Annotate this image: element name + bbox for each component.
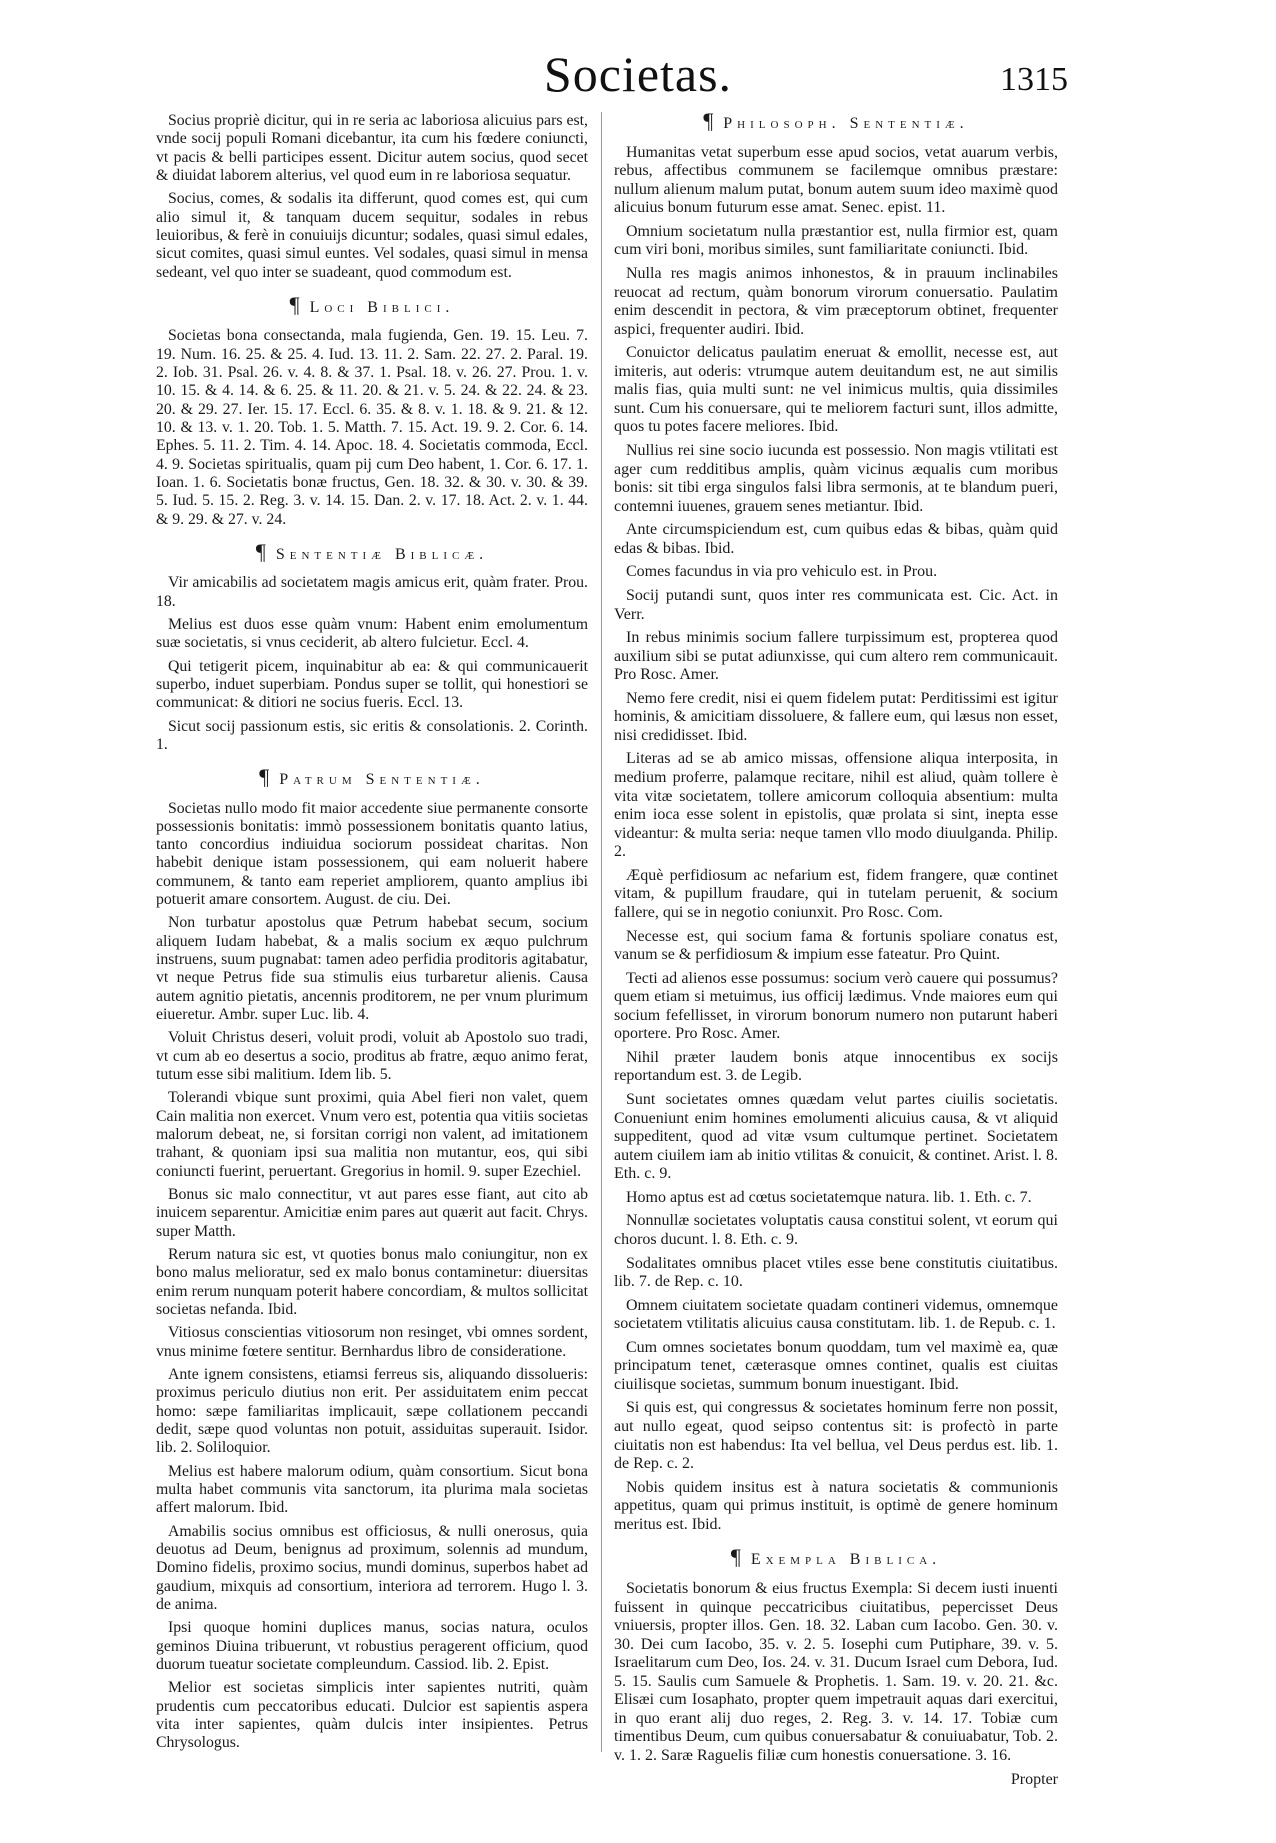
patrum-sententia: Amabilis socius omnibus est officiosus, & nulli onerosus, quia deuotus ad Deum, benignus ad proximum, solennis ad mundum, Domino fidelis, proximo socius, mundi dominus, superbos habet ad gaudium, mixquis ad consortium, interiora ad terrorem. Hugo l. 3. de anima. — [156, 1522, 588, 1613]
philosoph-sententia: Nulla res magis animos inhonestos, & in prauum inclinabiles reuocat ad rectum, quàm bonorum virorum conuersatio. Paulatim enim descendit in pectora, & vim præceptorum obtinet, frequenter aspici, frequenter audiri. Ibid. — [614, 264, 1058, 338]
philosoph-sententia: Conuictor delicatus paulatim eneruat & emollit, necesse est, aut imiteris, aut oderis: vtrumque autem deuitandum est, ne aut similis malis fias, quia multi sunt: ne vel inimicus multis, quia dissimiles sunt. Cum his conuersare, qui te meliorem facturi sunt, illos admitte, quos tu potes facere meliores. Ibid. — [614, 344, 1058, 436]
page-number: 1315 — [1000, 61, 1068, 98]
section-heading-sententiae-biblicae: ¶ Sententiæ Biblicæ. — [255, 538, 489, 564]
philosoph-sententia: Ante circumspiciendum est, cum quibus edas & bibas, quàm quid edas & bibas. Ibid. — [614, 521, 1058, 557]
pilcrow-icon: ¶ — [255, 538, 266, 564]
pilcrow-icon: ¶ — [703, 108, 714, 133]
pilcrow-icon: ¶ — [259, 764, 270, 790]
intro-paragraph: Socius, comes, & sodalis ita differunt, quod comes est, qui cum alio simul it, & tanquam ducem sequitur, sodales in rebus leuioribus, & ferè in conuiuijs dicuntur; sodales, quasi simul edales, sicut comites, quasi simul euntes. Vel sodales, quasi simul in mensa sedeant, vel quo inter se suadeant, quod commodum est. — [156, 190, 588, 281]
patrum-sententia: Bonus sic malo connectitur, vt aut pares esse fiant, aut cito ab inuicem separentur. Amicitiæ enim pares aut quærit aut facit. Chrys. super Matth. — [156, 1186, 588, 1240]
philosoph-sententia: Nemo fere credit, nisi ei quem fidelem putat: Perditissimi est igitur hominis, & amicitiam dissoluere, & fallere eum, qui læsus non esset, nisi credidisset. Ibid. — [614, 689, 1058, 744]
loci-biblici-text: Societas bona consectanda, mala fugienda, Gen. 19. 15. Leu. 7. 19. Num. 16. 25. & 25. 4. Iud. 13. 11. 2. Sam. 22. 27. 2. Paral. 19. 2. Iob. 31. Psal. 26. v. 4. 8. & 37. 1. Psal. 18. v. 26. 27. Prou. 1. v. 10. 15. & 4. 14. & 6. 25. & 11. 20. & 21. v. 5. 24. & 22. 24. & 23. 20. & 29. 27. Ier. 15. 17. Eccl. 6. 35. & 8. v. 1. 18. & 9. 21. & 12. 10. & 13. v. 1. 20. Tob. 1. 5. Matth. 7. 15. Act. 19. 9. 2. Cor. 6. 14. Ephes. 5. 11. 2. Tim. 4. 14. Apoc. 18. 4. Societatis commoda, Eccl. 4. 9. Societas spiritualis, quam pij cum Deo habent, 1. Cor. 6. 17. 1. Ioan. 1. 6. Societatis bonæ fructus, Gen. 18. 32. & 30. v. 30. & 39. 5. Iud. 5. 15. 2. Reg. 3. v. 14. 15. Dan. 2. v. 17. 18. Act. 2. v. 1. 44. & 9. 29. & 27. v. 24. — [156, 327, 588, 528]
philosoph-sententia: Omnium societatum nulla præstantior est, nulla firmior est, quam cum viri boni, moribus similes, sunt familiaritate coniuncti. Ibid. — [614, 222, 1058, 259]
patrum-sententia: Ante ignem consistens, etiamsi ferreus sis, aliquando dissolueris: proximus periculo diutius non erit. Per assiduitatem enim peccat homo: sæpe familiaritas implicauit, sæpe collationem peccandi dedit, sæpe quod voluntas non potuit, assiduitas superauit. Isidor. lib. 2. Soliloquior. — [156, 1366, 588, 1457]
section-heading-loci-biblici: ¶ Loci Biblici. — [289, 291, 455, 317]
patrum-sententia: Ipsi quoque homini duplices manus, socias natura, oculos geminos Diuina tribuerunt, vt robustius peragerent officium, quod duorum tueatur societate compleundum. Cassiod. lib. 2. Epist. — [156, 1619, 588, 1673]
patrum-sententia: Vitiosus conscientias vitiosorum non resinget, vbi omnes sordent, vnus minime fœtere sentitur. Bernhardus libro de consideratione. — [156, 1324, 588, 1360]
philosoph-sententia: Homo aptus est ad cœtus societatemque natura. lib. 1. Eth. c. 7. — [626, 1188, 1032, 1206]
sententia-biblica: Sicut socij passionum estis, sic eritis & consolationis. 2. Corinth. 1. — [156, 717, 588, 753]
philosoph-sententia: Nobis quidem insitus est à natura societatis & communionis appetitus, quam qui primus instituit, is optimè de genere hominum meritus est. Ibid. — [614, 1478, 1058, 1533]
patrum-sententia: Melior est societas simplicis inter sapientes nutriti, quàm prudentis cum peccatoribus educati. Dulcior est sapientis aspera vita inter sapientes, quàm dulcis inter insipientes. Petrus Chrysologus. — [156, 1679, 588, 1752]
exempla-biblica-text: Societatis bonorum & eius fructus Exempla: Si decem iusti inuenti fuissent in quinque peccatricibus ciuitatibus, pepercisset Deus vniuersis, propter illos. Gen. 18. 32. Laban cum Iacobo. Gen. 30. v. 30. Dei cum Iacobo, 35. v. 2. 5. Iosephi cum Putiphare, 39. v. 5. Israelitarum cum Deo, Ios. 24. v. 31. Ducum Israel cum Debora, Iud. 5. 15. Saulis cum Samuele & Prophetis. 1. Sam. 19. v. 20. 21. &c. Elisæi cum Iosaphato, propter quem impetrauit aquas dari exercitui, in quo erant alij duo reges, 2. Reg. 3. v. 14. 17. Tobiæ cum timentibus Deum, cum quibus conuersabatur & conuiuabatur, Tob. 2. v. 1. 2. Saræ Raguelis filiæ cum honestis conuersatione. 3. 16. — [614, 1579, 1058, 1764]
sententia-biblica: Melius est duos esse quàm vnum: Habent enim emolumentum suæ societatis, si vnus ceciderit, ab altero fulcietur. Eccl. 4. — [156, 615, 588, 652]
philosoph-sententia: Omnem ciuitatem societate quadam contineri videmus, omnemque societatem vtilitatis alicuius causa constitutam. lib. 1. de Repub. c. 1. — [614, 1296, 1058, 1333]
patrum-sententia: Rerum natura sic est, vt quoties bonus malo coniungitur, non ex bono malus melioratur, sed ex malo bonus contaminetur: diuersitas enim rerum nunquam poterit habere concordiam, & multos sollicitat societas nefanda. Ibid. — [156, 1246, 588, 1319]
patrum-sententia: Tolerandi vbique sunt proximi, quia Abel fieri non valet, quem Cain malitia non exercet. Vnum vero est, potentia qua vitiis societas malorum debeat, ne, si forsitan corrigi non valent, ad imitationem trahant, & quoniam ipsi sua malitia non mutantur, eos, qui sibi coniuncti fuerint, peruertant. Gregorius in homil. 9. super Ezechiel. — [156, 1089, 588, 1180]
patrum-sententia: Non turbatur apostolus quæ Petrum habebat secum, socium aliquem Iudam habebat, & a malis socium ex æquo pulchrum instruens, suum pugnabat: tamen adeo perfidia proditoris agitabatur, vt neque Petrus fide sua stimulis eius turbaretur alienis. Causa autem agnitio pietatis, ancennis proditorem, ne per vnum plurimum eiueretur. Ambr. super Luc. lib. 4. — [156, 914, 588, 1024]
pilcrow-icon: ¶ — [289, 291, 300, 317]
sententia-biblica: Vir amicabilis ad societatem magis amicus erit, quàm frater. Prou. 18. — [156, 574, 588, 610]
philosoph-sententia: Comes facundus in via pro vehiculo est. in Prou. — [626, 563, 938, 581]
philosoph-sententia: Nihil præter laudem bonis atque innocentibus ex socijs reportandum est. 3. de Legib. — [614, 1048, 1058, 1085]
philosoph-sententia: Nonnullæ societates voluptatis causa constitui solent, vt eorum qui choros ducunt. l. 8. Eth. c. 9. — [614, 1212, 1058, 1248]
patrum-sententia: Melius est habere malorum odium, quàm consortium. Sicut bona multa habet communis vita sanctorum, ita plurima mala societas affert malorum. Ibid. — [156, 1462, 588, 1517]
philosoph-sententia: Sodalitates omnibus placet vtiles esse bene constitutis ciuitatibus. lib. 7. de Rep. c. 10. — [614, 1254, 1058, 1291]
pilcrow-icon: ¶ — [730, 1544, 741, 1570]
philosoph-sententia: Cum omnes societates bonum quoddam, tum vel maximè ea, quæ principatum tenet, cæterasque omnes continet, qualis est ciuitas ciuilisque societas, summum bonum inuestigant. Ibid. — [614, 1338, 1058, 1393]
left-column — [156, 112, 588, 1758]
section-heading-patrum-sententiae: ¶ Patrum Sententiæ. — [259, 764, 485, 790]
philosoph-sententia: Literas ad se ab amico missas, offensione aliqua interposita, in medium proferre, palamque recitare, nihil est aliud, quàm tollere è vita vitæ societatem, tollere amicorum colloquia absentium: multa enim ioca esse solent in epistolis, quæ prolata si sint, inepta esse videantur: & multa seria: neque tamen vllo modo diuulganda. Philip. 2. — [614, 750, 1058, 861]
patrum-sententia: Voluit Christus deseri, voluit prodi, voluit ab Apostolo suo tradi, vt cum ab eo desertus a socio, proditus ab fratre, æquo animo ferat, tutum esse sibi malitium. Idem lib. 5. — [156, 1029, 588, 1084]
philosoph-sententia: Necesse est, qui socium fama & fortunis spoliare conatus est, vanum se & perfidiosum & impium esse fateatur. Pro Quint. — [614, 927, 1058, 964]
philosoph-sententia: Æquè perfidiosum ac nefarium est, fidem frangere, quæ continet vitam, & pupillum fraudare, qui in tutelam peruenit, & socium fallere, qui se in negotio coniunxit. Pro Rosc. Com. — [614, 866, 1058, 921]
philosoph-sententia: Socij putandi sunt, quos inter res communicata est. Cic. Act. in Verr. — [614, 586, 1058, 623]
philosoph-sententia: In rebus minimis socium fallere turpissimum est, propterea quod auxilium sibi se putat adiunxisse, qui cum altero rem communicauit. Pro Rosc. Amer. — [614, 629, 1058, 684]
philosoph-sententia: Humanitas vetat superbum esse apud socios, vetat auarum verbis, rebus, affectibus communem se facilemque omnibus præstare: nullum alienum malum putat, bonum autem suum ideo maximè quod alicuius bonum futurum esse amat. Senec. epist. 11. — [614, 143, 1058, 217]
column-divider — [601, 112, 602, 1752]
sententia-biblica: Qui tetigerit picem, inquinabitur ab ea: & qui communicauerit superbo, induet superbiam. Pondus super se tollit, qui honestiori se communicat: & ditiori ne socius fueris. Eccl. 13. — [156, 657, 588, 712]
page-title: Societas. — [543, 46, 733, 102]
right-column — [614, 108, 1058, 1789]
section-heading-philosoph-sententiae: ¶ Philosoph. Sententiæ. — [703, 108, 969, 133]
section-heading-exempla-biblica: ¶ Exempla Biblica. — [730, 1544, 942, 1570]
philosoph-sententia: Sunt societates omnes quædam velut partes ciuilis societatis. Conueniunt enim homines emolumenti alicuius causa, & vt aliquid suppeditent, quod ad vitæ vsum cultumque pertinet. Societatem autem ciuilem iam ab initio vtilitas & conuicit, & continet. Arist. l. 8. Eth. c. 9. — [614, 1091, 1058, 1183]
patrum-sententia: Societas nullo modo fit maior accedente siue permanente consorte possessionis bonitatis: immò possessionem bonitatis quanto latius, tanto concordius indiuidua sociorum possideat charitas. Non habebit denique istam possessionem, qui eam noluerit habere communem, & tanto eam reperiet ampliorem, quanto amplius ibi potuerit amare consortem. August. de ciu. Dei. — [156, 799, 588, 909]
philosoph-sententia: Nullius rei sine socio iucunda est possessio. Non magis vtilitati est ager cum redditibus amplis, quàm vicinus æqualis cum moribus bonis: sit tibi erga singulos falsi libra sermonis, at te blandum pueri, contemni iuuenes, grauem senes metiantur. Ibid. — [614, 442, 1058, 515]
philosoph-sententia: Tecti ad alienos esse possumus: socium verò cauere qui possumus? quem etiam si metuimus, ius officij lædimus. Vnde maiores eum qui socium fefellisset, in virorum bonorum numero non putarunt haberi oportere. Pro Rosc. Amer. — [614, 969, 1058, 1043]
catchword: Propter — [1010, 1770, 1058, 1788]
intro-paragraph: Socius propriè dicitur, qui in re seria ac laboriosa alicuius pars est, vnde socij populi Romani dicebantur, ita cum his fœdere coniuncti, vt pacis & belli participes essent. Dicitur autem socius, quod secet & diuidat laborem alterius, vel quod eum in re laboriosa sequatur. — [156, 112, 588, 184]
philosoph-sententia: Si quis est, qui congressus & societates hominum ferre non possit, aut nullo egeat, quod seipso contentus sit: is profectò in parte ciuitatis non est habendus: Ita vel bellua, vel Deus perdus est. lib. 1. de Rep. c. 2. — [614, 1399, 1058, 1473]
